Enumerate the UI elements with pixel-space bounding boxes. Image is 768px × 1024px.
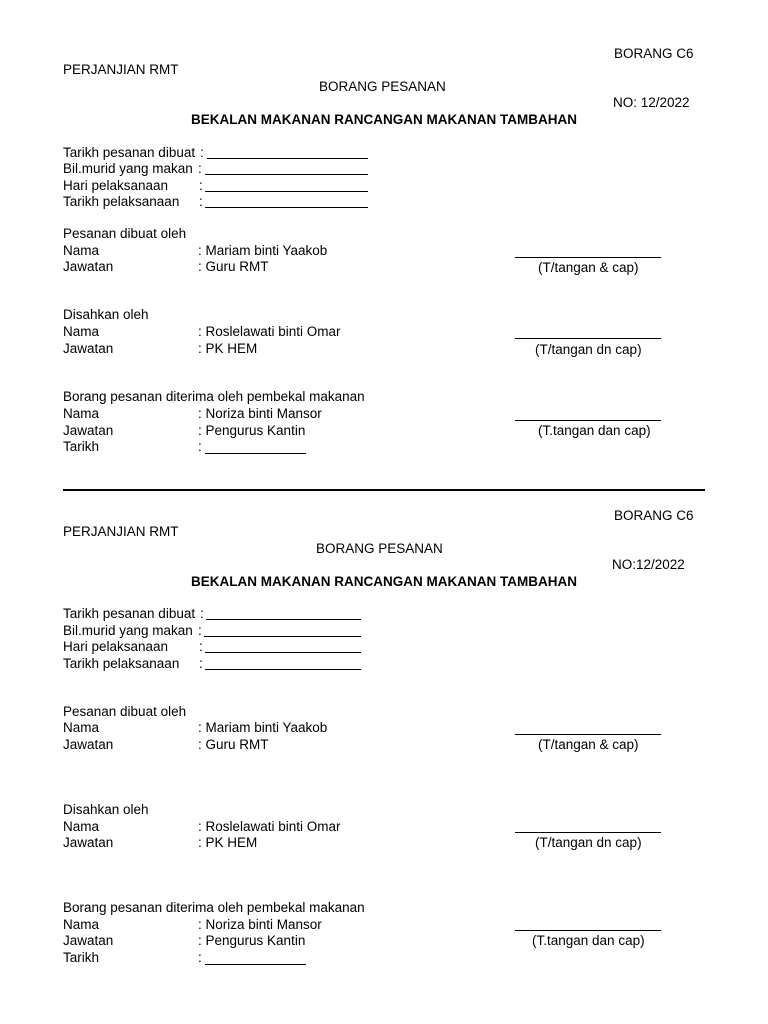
field-blank-line[interactable]	[204, 636, 361, 637]
field-label: Bil.murid yang makan	[63, 623, 193, 638]
field-label: Hari pelaksanaan	[63, 178, 169, 193]
name-value: : Noriza binti Mansor	[198, 917, 322, 932]
form-subtitle: BEKALAN MAKANAN RANCANGAN MAKANAN TAMBAHAN	[191, 574, 577, 589]
name-value: : Mariam binti Yaakob	[198, 243, 328, 258]
form-subtitle: BEKALAN MAKANAN RANCANGAN MAKANAN TAMBAHAN	[191, 112, 577, 127]
section-heading: Pesanan dibuat oleh	[63, 226, 187, 241]
section-heading: Disahkan oleh	[63, 802, 149, 817]
position-label: Jawatan	[63, 259, 114, 274]
field-separator: :	[199, 194, 203, 209]
section-heading: Borang pesanan diterima oleh pembekal makanan	[63, 389, 365, 404]
signature-caption: (T/tangan dn cap)	[535, 835, 642, 850]
name-label: Nama	[63, 406, 100, 421]
signature-line[interactable]	[515, 338, 661, 339]
form-code: BORANG C6	[614, 508, 694, 523]
signature-caption: (T.tangan dan cap)	[538, 423, 651, 438]
position-label: Jawatan	[63, 423, 114, 438]
signature-caption: (T/tangan dn cap)	[535, 342, 642, 357]
position-value: : Guru RMT	[198, 259, 269, 274]
section-heading: Disahkan oleh	[63, 307, 149, 322]
name-value: : Mariam binti Yaakob	[198, 720, 328, 735]
field-blank-line[interactable]	[205, 652, 361, 653]
field-label: Tarikh pelaksanaan	[63, 656, 180, 671]
field-blank-line[interactable]	[205, 191, 368, 192]
name-label: Nama	[63, 720, 100, 735]
form-title: BORANG PESANAN	[316, 541, 443, 556]
position-value: : Pengurus Kantin	[198, 423, 306, 438]
name-label: Nama	[63, 324, 100, 339]
agreement-label: PERJANJIAN RMT	[63, 524, 179, 539]
position-label: Jawatan	[63, 341, 114, 356]
field-separator: :	[198, 623, 202, 638]
section-heading: Borang pesanan diterima oleh pembekal makanan	[63, 900, 365, 915]
agreement-label: PERJANJIAN RMT	[63, 62, 179, 77]
signature-line[interactable]	[515, 734, 661, 735]
position-label: Jawatan	[63, 737, 114, 752]
signature-line[interactable]	[515, 420, 661, 421]
signature-line[interactable]	[515, 930, 661, 931]
position-label: Jawatan	[63, 835, 114, 850]
field-separator: :	[199, 656, 203, 671]
signature-line[interactable]	[515, 257, 661, 258]
form-number: NO:12/2022	[612, 557, 685, 572]
field-label: Hari pelaksanaan	[63, 639, 169, 654]
date-blank-line[interactable]	[205, 964, 306, 965]
name-label: Nama	[63, 243, 100, 258]
name-label: Nama	[63, 819, 100, 834]
field-separator: :	[200, 145, 204, 160]
name-value: : Roslelawati binti Omar	[198, 324, 341, 339]
signature-caption: (T/tangan & cap)	[538, 737, 639, 752]
field-separator: :	[200, 606, 204, 621]
field-blank-line[interactable]	[205, 207, 368, 208]
field-blank-line[interactable]	[206, 619, 361, 620]
field-separator: :	[199, 639, 203, 654]
field-separator: :	[199, 178, 203, 193]
date-separator: :	[198, 439, 202, 454]
field-blank-line[interactable]	[207, 158, 368, 159]
position-label: Jawatan	[63, 933, 114, 948]
name-label: Nama	[63, 917, 100, 932]
signature-caption: (T/tangan & cap)	[538, 260, 639, 275]
date-label: Tarikh	[63, 950, 100, 965]
position-value: : PK HEM	[198, 835, 258, 850]
signature-line[interactable]	[515, 832, 661, 833]
section-heading: Pesanan dibuat oleh	[63, 704, 187, 719]
position-value: : Pengurus Kantin	[198, 933, 306, 948]
date-label: Tarikh	[63, 439, 100, 454]
date-blank-line[interactable]	[205, 453, 306, 454]
position-value: : PK HEM	[198, 341, 258, 356]
field-label: Bil.murid yang makan	[63, 161, 193, 176]
name-value: : Roslelawati binti Omar	[198, 819, 341, 834]
signature-caption: (T.tangan dan cap)	[532, 933, 645, 948]
field-blank-line[interactable]	[205, 174, 368, 175]
name-value: : Noriza binti Mansor	[198, 406, 322, 421]
date-separator: :	[198, 950, 202, 965]
form-title: BORANG PESANAN	[319, 79, 446, 94]
field-separator: :	[198, 161, 202, 176]
position-value: : Guru RMT	[198, 737, 269, 752]
form-code: BORANG C6	[614, 46, 694, 61]
form-number: NO: 12/2022	[613, 95, 690, 110]
field-label: Tarikh pesanan dibuat	[63, 606, 196, 621]
field-blank-line[interactable]	[205, 669, 361, 670]
field-label: Tarikh pelaksanaan	[63, 194, 180, 209]
field-label: Tarikh pesanan dibuat	[63, 145, 196, 160]
form-divider	[63, 489, 705, 491]
